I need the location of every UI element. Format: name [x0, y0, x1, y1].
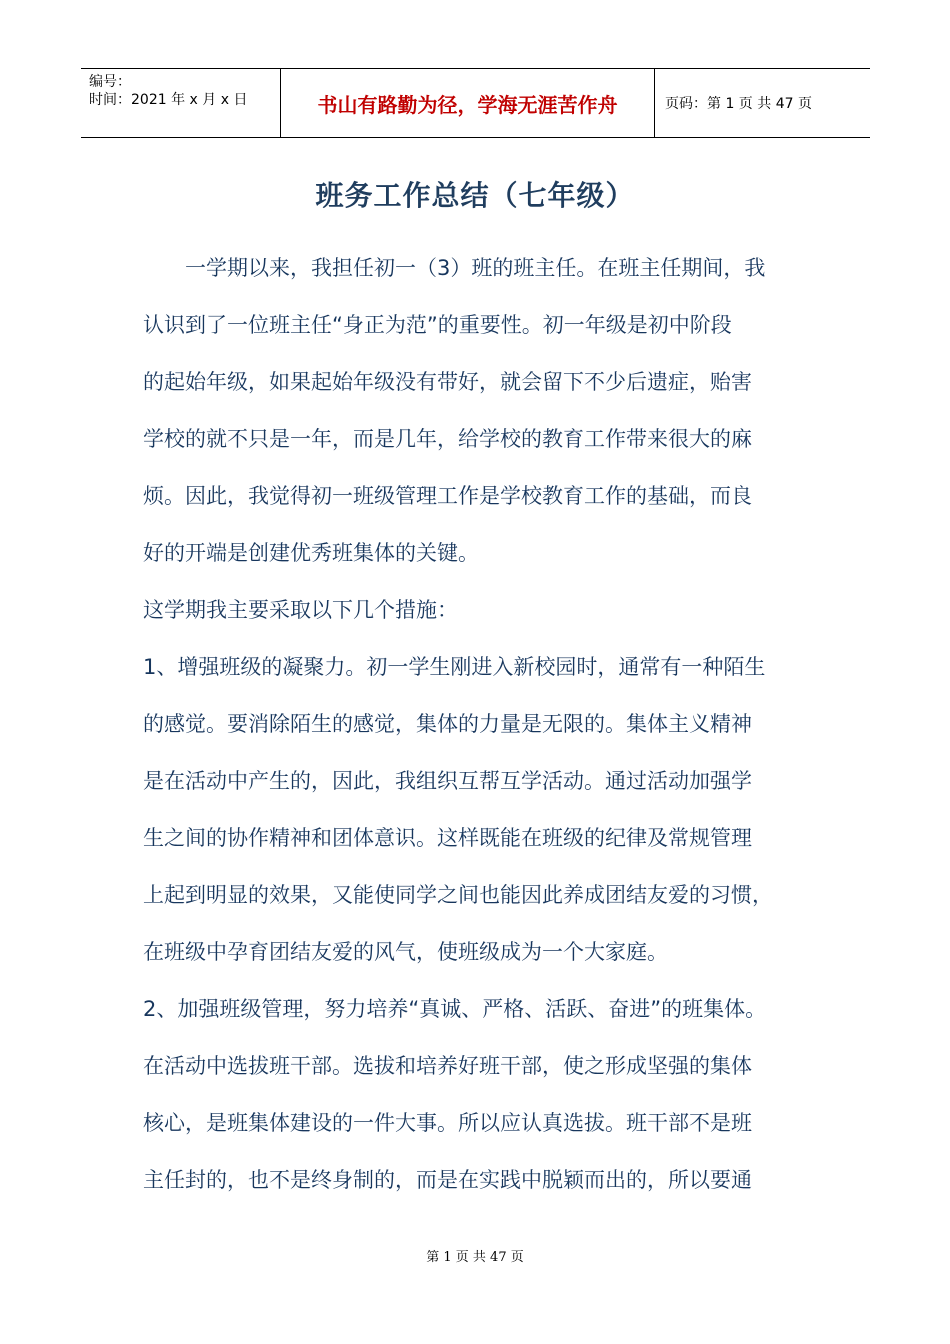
body-line: 烦。因此，我觉得初一班级管理工作是学校教育工作的基础，而良 — [143, 484, 752, 508]
body-line: 好的开端是创建优秀班集体的关键。 — [143, 541, 479, 565]
body-line: 这学期我主要采取以下几个措施： — [143, 598, 458, 622]
body-line: 1、增强班级的凝聚力。初一学生刚进入新校园时，通常有一种陌生 — [143, 655, 766, 679]
time-label: 时间：2021 年 x 月 x 日 — [89, 92, 248, 108]
body-line: 是在活动中产生的，因此，我组织互帮互学活动。通过活动加强学 — [143, 769, 752, 793]
page-header — [81, 68, 870, 138]
body-line: 上起到明显的效果，又能使同学之间也能因此养成团结友爱的习惯， — [143, 883, 773, 907]
body-line: 的感觉。要消除陌生的感觉，集体的力量是无限的。集体主义精神 — [143, 712, 752, 736]
document-title: 班务工作总结（七年级） — [315, 179, 635, 212]
body-line: 在班级中孕育团结友爱的风气，使班级成为一个大家庭。 — [143, 940, 668, 964]
body-line: 在活动中选拔班干部。选拔和培养好班干部，使之形成坚强的集体 — [143, 1054, 752, 1078]
body-line: 的起始年级，如果起始年级没有带好，就会留下不少后遗症，贻害 — [143, 370, 752, 394]
body-line: 核心，是班集体建设的一件大事。所以应认真选拔。班干部不是班 — [143, 1111, 752, 1135]
header-meta — [81, 69, 281, 137]
body-line: 认识到了一位班主任“身正为范”的重要性。初一年级是初中阶段 — [143, 313, 732, 337]
page-footer: 第 1 页 共 47 页 — [426, 1250, 524, 1265]
body-line: 主任封的，也不是终身制的，而是在实践中脱颖而出的，所以要通 — [143, 1168, 752, 1192]
body-line: 一学期以来，我担任初一（3）班的班主任。在班主任期间，我 — [143, 256, 766, 280]
header-page-info: 页码：第 1 页 共 47 页 — [665, 96, 812, 112]
body-line: 生之间的协作精神和团体意识。这样既能在班级的纪律及常规管理 — [143, 826, 752, 850]
document-body — [143, 240, 833, 1209]
number-label: 编号： — [89, 74, 131, 90]
header-motto: 书山有路勤为径，学海无涯苦作舟 — [281, 69, 655, 137]
body-line: 2、加强班级管理，努力培养“真诚、严格、活跃、奋进”的班集体。 — [143, 997, 767, 1021]
body-line: 学校的就不只是一年，而是几年，给学校的教育工作带来很大的麻 — [143, 427, 752, 451]
